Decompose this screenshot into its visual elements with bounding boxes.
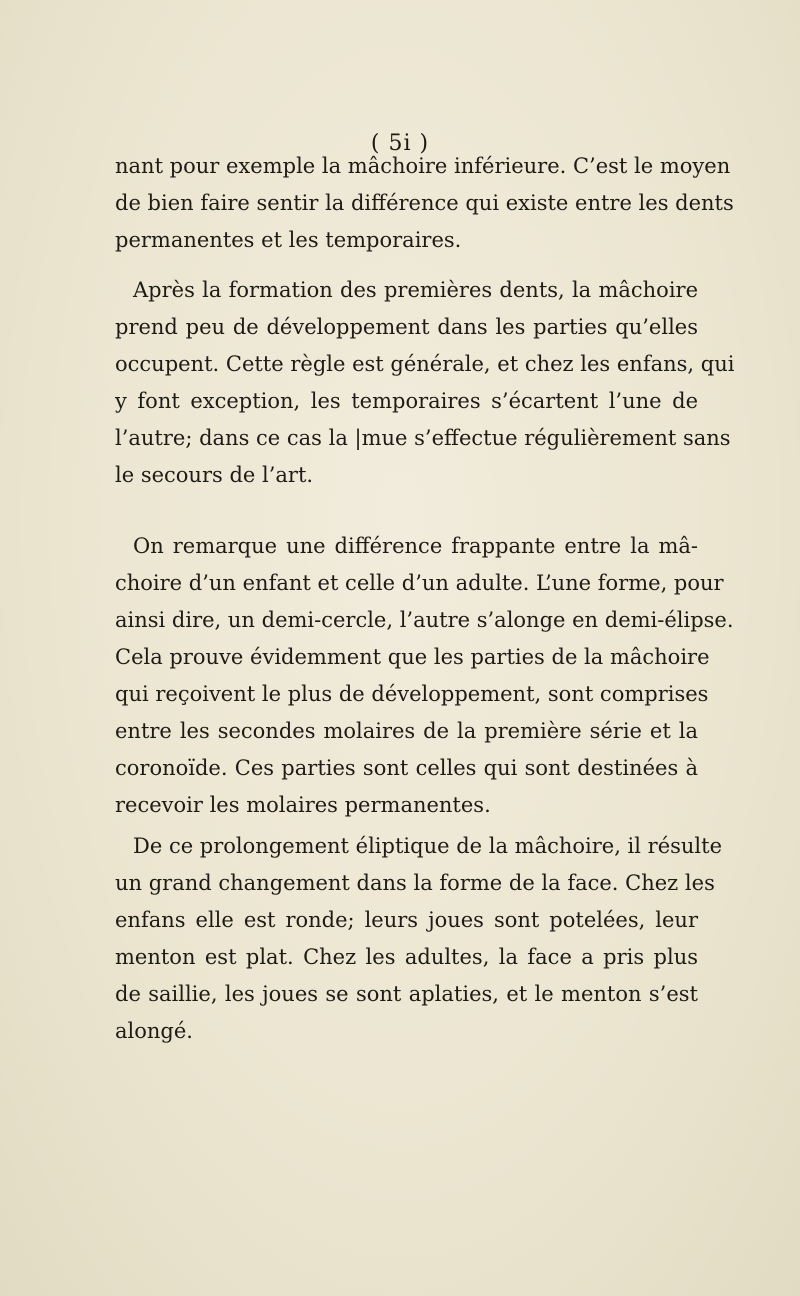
text-line: de bien faire sentir la différence qui existe entre les dents (115, 191, 734, 215)
text-line: prend peu de développement dans les parties qu’elles (115, 315, 698, 339)
text-line: permanentes et les temporaires. (115, 228, 462, 252)
text-line: y font exception, les temporaires s’écartent l’une de (115, 389, 698, 413)
text-line: coronoïde. Ces parties sont celles qui sont destinées à (115, 756, 698, 780)
text-line: alongé. (115, 1019, 193, 1043)
text-line: menton est plat. Chez les adultes, la face a pris plus (115, 945, 698, 969)
paragraph-2 (115, 272, 735, 494)
text-line: recevoir les molaires permanentes. (115, 793, 491, 817)
text-line: Cela prouve évidemment que les parties de la mâchoire (115, 645, 710, 669)
paragraph-4 (115, 828, 723, 1050)
text-line: De ce prolongement éliptique de la mâchoire, il résulte (133, 834, 723, 858)
text-line: occupent. Cette règle est générale, et chez les enfans, qui (115, 352, 735, 376)
page-number: ( 5i ) (370, 131, 430, 156)
text-line: l’autre; dans ce cas la |mue s’effectue régulièrement sans (115, 426, 731, 450)
text-line: qui reçoivent le plus de développement, sont comprises (115, 682, 709, 706)
text-line: le secours de l’art. (115, 463, 314, 487)
text-line: Après la formation des premières dents, la mâchoire (133, 278, 698, 302)
paragraph-3 (115, 528, 734, 824)
text-line: choire d’un enfant et celle d’un adulte. L’une forme, pour (115, 571, 724, 595)
text-line: de saillie, les joues se sont aplaties, et le menton s’est (115, 982, 698, 1006)
text-line: un grand changement dans la forme de la face. Chez les (115, 871, 715, 895)
text-line: On remarque une différence frappante entre la mâ- (133, 534, 698, 558)
text-line: entre les secondes molaires de la première série et la (115, 719, 698, 743)
text-line: ainsi dire, un demi-cercle, l’autre s’alonge en demi-élipse. (115, 608, 734, 632)
paragraph-1 (115, 148, 734, 259)
text-line: enfans elle est ronde; leurs joues sont potelées, leur (115, 908, 698, 932)
text-line: nant pour exemple la mâchoire inférieure. C’est le moyen (115, 154, 731, 178)
